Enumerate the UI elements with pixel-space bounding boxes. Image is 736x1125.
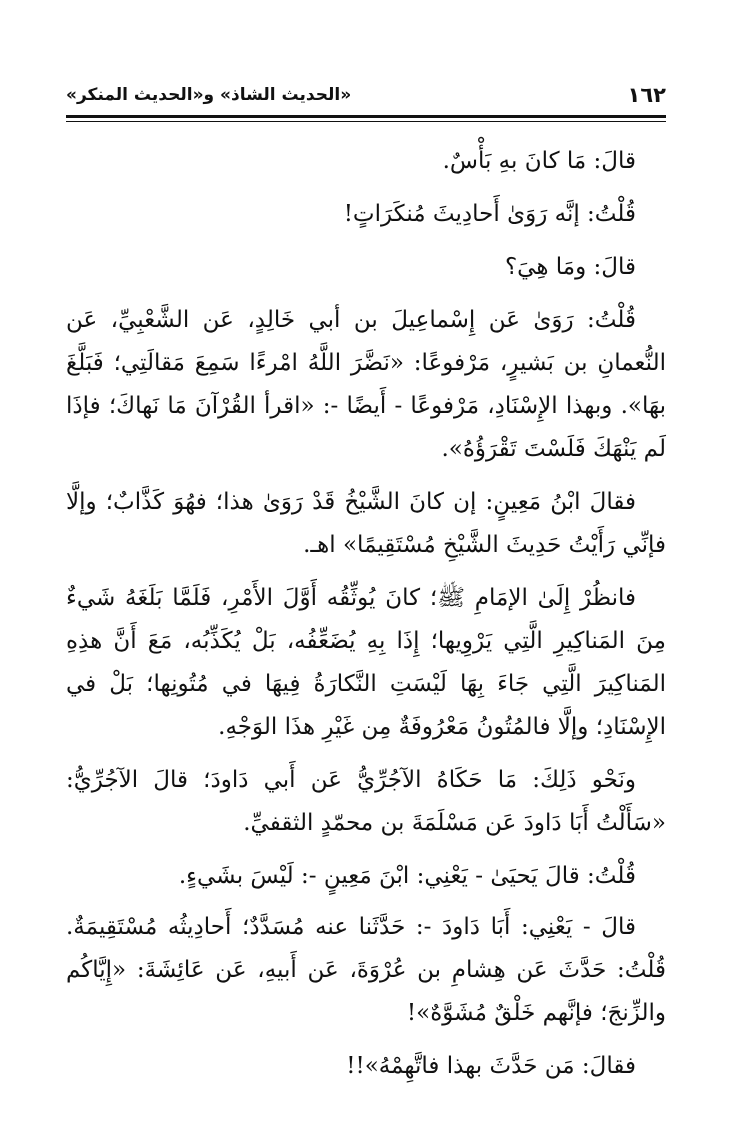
paragraph-qala-1: قالَ: مَا كانَ بهِ بَأْسٌ. (442, 148, 636, 174)
body-text (66, 140, 666, 1098)
running-title: «الحديث الشاذ» و«الحديث المنكر» (66, 85, 352, 105)
header-rule-thin (66, 121, 666, 122)
paragraph-abu-dawud: قالَ - يَعْنِي: أَبَا دَاودَ -: حَدَّثَنا عنه مُسَدَّدٌ؛ أَحادِيثُه مُسْتَقِيمَةٌ. قُلْتُ: حَدَّثَ عَن هِشامِ بن عُرْوَةَ، عَن أَبيهِ، عَن عَائِشَةَ: «إِيَّاكُم والزِّنجَ؛ فإنَّهم خَلْقٌ مُشَوَّهٌ»! (66, 914, 666, 1026)
paragraph-ibn-maeen: فقالَ ابْنُ مَعِينٍ: إن كانَ الشَّيْخُ قَدْ رَوَىٰ هذا؛ فهُوَ كَذَّابٌ؛ وإلَّا فإنِّي رَأَيْتُ حَدِيثَ الشَّيْخِ مُسْتَقِيمًا» اهـ. (66, 489, 666, 558)
header-rule-thick (66, 115, 666, 118)
paragraph-ajurri: ونَحْو ذَلِكَ: مَا حَكَاهُ الآجُرِّيُّ عَن أَبي دَاودَ؛ قالَ الآجُرِّيُّ: «سَأَلْتُ أَبَا دَاودَ عَن مَسْلَمَةَ بن محمّدٍ الثقفيِّ. (66, 767, 666, 836)
paragraph-qultu-1: قُلْتُ: إنَّه رَوَىٰ أَحادِيثَ مُنكَرَاتٍ! (343, 201, 636, 227)
page-number: ١٦٢ (627, 83, 666, 107)
paragraph-qala-2: قالَ: ومَا هِيَ؟ (504, 254, 636, 280)
paragraph-qultu-2: قُلْتُ: رَوَىٰ عَن إِسْماعِيلَ بن أبي خَالِدٍ، عَن الشَّعْبِيِّ، عَن النُّعمانِ بن بَشيرٍ، مَرْفوعًا: «نَضَّرَ اللَّهُ امْرءًا سَمِعَ مَقالَتِي؛ فَبَلَّغَ بهَا». وبهذا الإِسْنَادِ، مَرْفوعًا - أَيضًا -: «اقرأ القُرْآنَ مَا نَهاكَ؛ فإذَا لَم يَنْهَكَ فَلَسْتَ تَقْرَؤُهُ». (66, 307, 666, 462)
paragraph-qultu-3: قُلْتُ: قالَ يَحيَىٰ - يَعْنِي: ابْنَ مَعِينٍ -: لَيْسَ بشَيءٍ. (178, 863, 636, 889)
paragraph-final: فقالَ: مَن حَدَّثَ بهذا فاتَّهِمْهُ»!! (346, 1053, 636, 1079)
paragraph-commentary: فانظُرْ إِلَىٰ الإمَامِ ﷺ؛ كانَ يُوثِّقُه أَوَّلَ الأَمْرِ، فَلَمَّا بَلَغَهُ شَيءٌ مِنَ المَناكِيرِ الَّتِي يَرْوِيها؛ إِذَا بِهِ يُضَعِّفُه، بَلْ يُكَذِّبُه، مَعَ أَنَّ هذِهِ المَناكِيرَ الَّتِي جَاءَ بِهَا لَيْسَتِ النَّكارَةُ فِيهَا في مُتُونِها؛ بَلْ في الإِسْنَادِ؛ وإلَّا فالمُتُونُ مَعْرُوفَةٌ مِن غَيْرِ هذَا الوَجْهِ. (66, 585, 666, 740)
page-header (66, 80, 666, 110)
